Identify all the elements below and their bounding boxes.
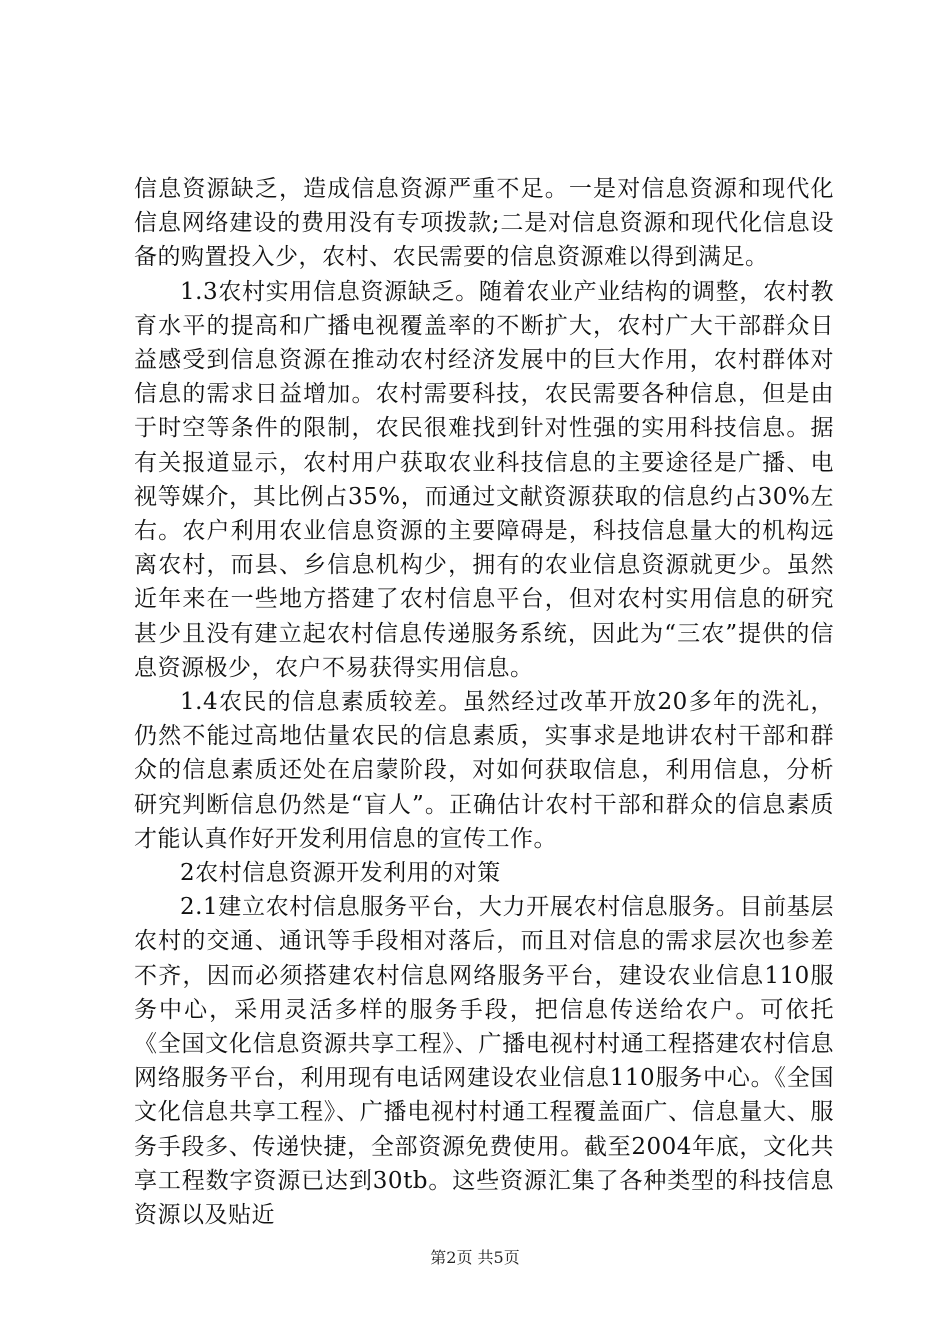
section-heading-2: 2农村信息资源开发利用的对策 (180, 860, 501, 887)
paragraph-1-4: 1.4农民的信息素质较差。虽然经过改革开放20多年的洗礼，仍然不能过高地估量农民的信息素质，实事求是地讲农村干部和群众的信息素质还处在启蒙阶段，对如何获取信息，利用信息，分析研究判断信息仍然是“盲人”。正确估计农村干部和群众的信息素质才能认真作好开发利用信息的宣传工作。 (134, 689, 834, 852)
page-number-footer: 第2页 共5页 (430, 1248, 520, 1267)
paragraph-1: 信息资源缺乏，造成信息资源严重不足。一是对信息资源和现代化信息网络建设的费用没有专项拨款;二是对信息资源和现代化信息设备的购置投入少，农村、农民需要的信息资源难以得到满足。 (134, 176, 834, 271)
document-body (134, 172, 834, 1232)
paragraph-1-3: 1.3农村实用信息资源缺乏。随着农业产业结构的调整，农村教育水平的提高和广播电视覆盖率的不断扩大，农村广大干部群众日益感受到信息资源在推动农村经济发展中的巨大作用，农村群体对信息的需求日益增加。农村需要科技，农民需要各种信息，但是由于时空等条件的限制，农民很难找到针对性强的实用科技信息。据有关报道显示，农村用户获取农业科技信息的主要途径是广播、电视等媒介，其比例占35%，而通过文献资源获取的信息约占30%左右。农户利用农业信息资源的主要障碍是，科技信息量大的机构远离农村，而县、乡信息机构少，拥有的农业信息资源就更少。虽然近年来在一些地方搭建了农村信息平台，但对农村实用信息的研究甚少且没有建立起农村信息传递服务系统，因此为“三农”提供的信息资源极少，农户不易获得实用信息。 (134, 278, 834, 681)
paragraph-2-1: 2.1建立农村信息服务平台，大力开展农村信息服务。目前基层农村的交通、通讯等手段相对落后，而且对信息的需求层次也参差不齐，因而必须搭建农村信息网络服务平台，建设农业信息110服务中心，采用灵活多样的服务手段，把信息传送给农户。可依托《全国文化信息资源共享工程》、广播电视村村通工程搭建农村信息网络服务平台，利用现有电话网建设农业信息110服务中心。《全国文化信息共享工程》、广播电视村村通工程覆盖面广、信息量大、服务手段多、传递快捷，全部资源免费使用。截至2004年底，文化共享工程数字资源已达到30tb。这些资源汇集了各种类型的科技信息资源以及贴近 (134, 894, 834, 1229)
